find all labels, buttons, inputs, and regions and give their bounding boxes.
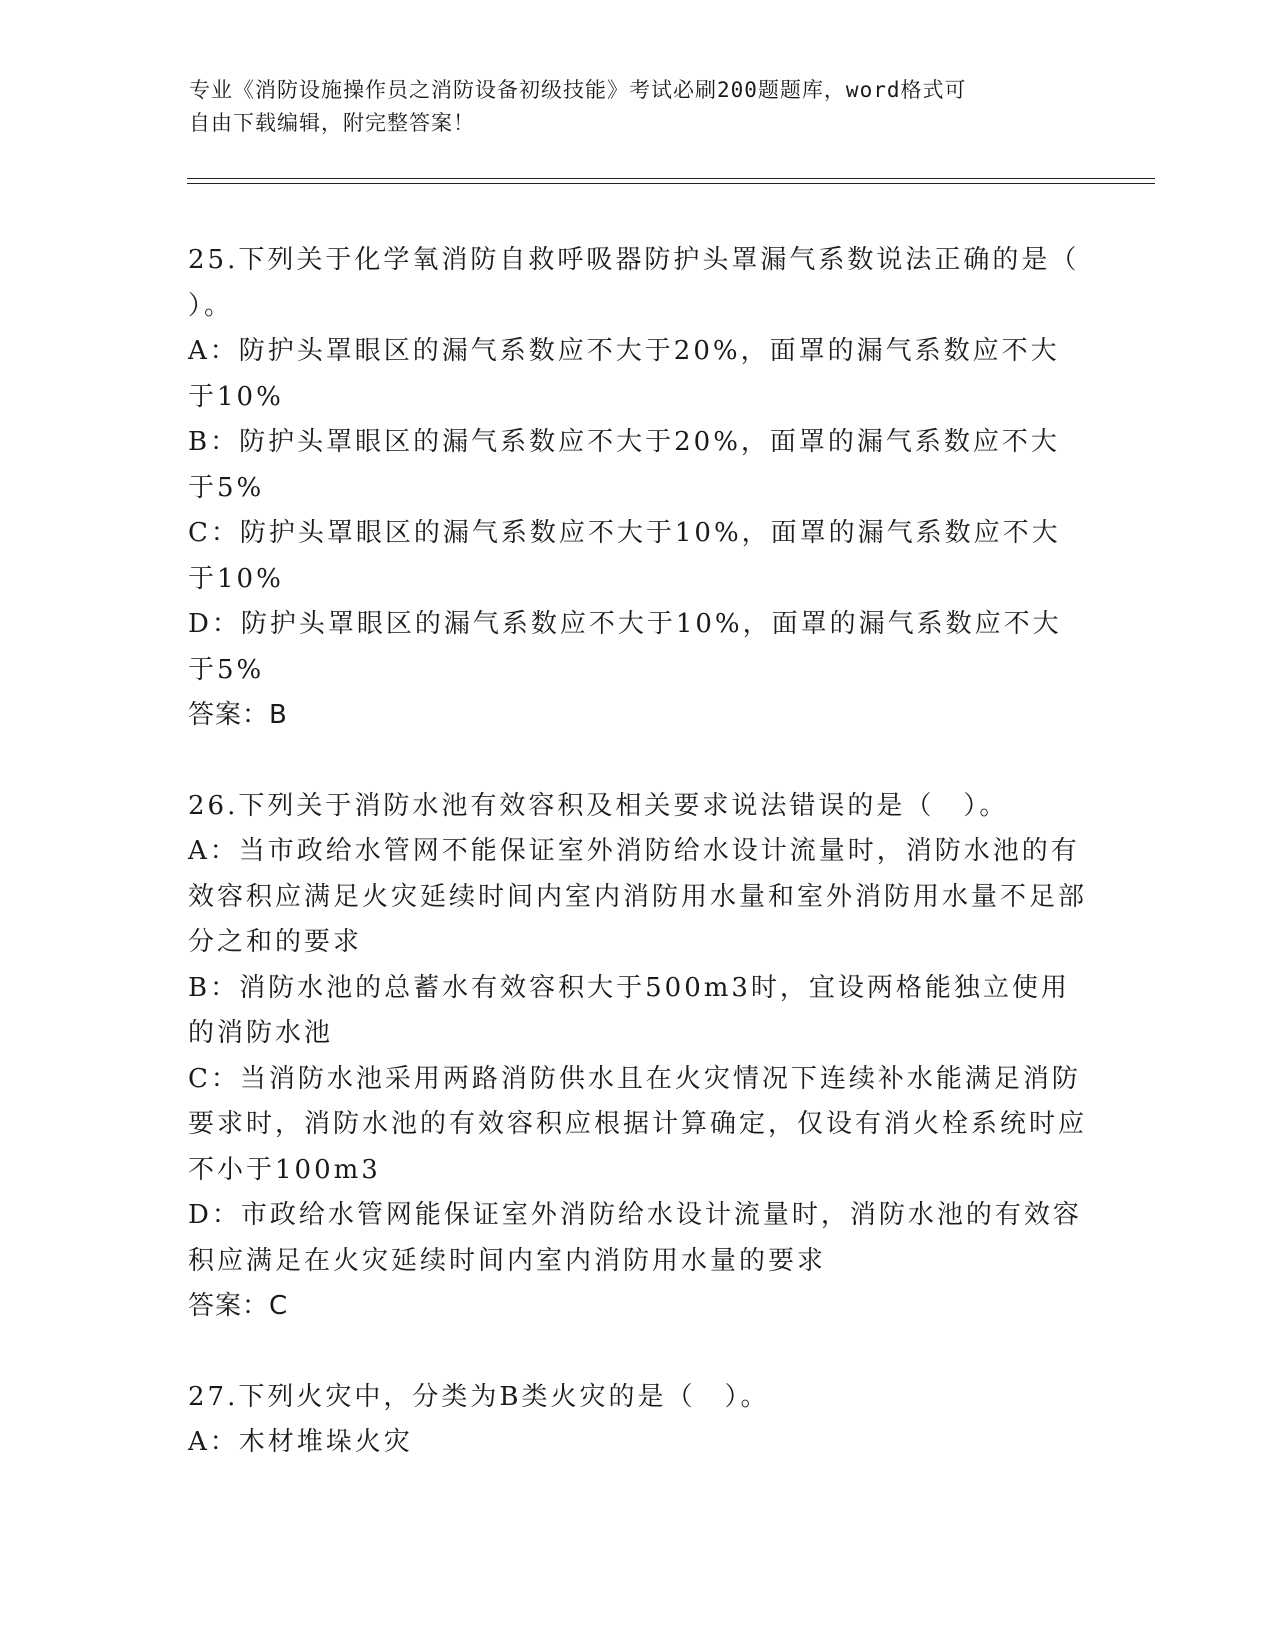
option-c: C：防护头罩眼区的漏气系数应不大于10%，面罩的漏气系数应不大于10%: [188, 518, 1061, 594]
header-line-2: 自由下载编辑，附完整答案！: [189, 111, 475, 135]
header-line-1: 专业《消防设施操作员之消防设备初级技能》考试必刷200题题库，word格式可: [189, 78, 967, 102]
option-a: A：木材堆垛火灾: [188, 1427, 413, 1457]
question-27: [188, 1375, 1088, 1466]
question-26: [188, 784, 1088, 1330]
option-d: D：市政给水管网能保证室外消防给水设计流量时，消防水池的有效容积应满足在火灾延续时间内室内消防用水量的要求: [188, 1200, 1082, 1276]
question-stem: 26.下列关于消防水池有效容积及相关要求说法错误的是（ ）。: [188, 790, 1009, 821]
option-c: C：当消防水池采用两路消防供水且在火灾情况下连续补水能满足消防要求时，消防水池的有效容积应根据计算确定，仅设有消火栓系统时应不小于100m3: [188, 1063, 1088, 1185]
answer-label: 答案：B: [188, 700, 288, 730]
document-header: [189, 74, 1069, 140]
question-25: [188, 238, 1088, 739]
question-stem: 25.下列关于化学氧消防自救呼吸器防护头罩漏气系数说法正确的是（ ）。: [188, 245, 1080, 321]
option-b: B：消防水池的总蓄水有效容积大于500m3时，宜设两格能独立使用的消防水池: [188, 972, 1070, 1048]
option-b: B：防护头罩眼区的漏气系数应不大于20%，面罩的漏气系数应不大于5%: [188, 427, 1060, 503]
option-d: D：防护头罩眼区的漏气系数应不大于10%，面罩的漏气系数应不大于5%: [188, 609, 1062, 685]
option-a: A：当市政给水管网不能保证室外消防给水设计流量时，消防水池的有效容积应满足火灾延续时间内室内消防用水量和室外消防用水量不足部分之和的要求: [188, 836, 1088, 957]
question-list: [188, 238, 1088, 1466]
header-divider-top: [187, 178, 1155, 179]
question-stem: 27.下列火灾中，分类为B类火灾的是（ ）。: [188, 1381, 770, 1412]
option-a: A：防护头罩眼区的漏气系数应不大于20%，面罩的漏气系数应不大于10%: [188, 336, 1060, 412]
header-divider-bottom: [187, 183, 1155, 184]
answer-label: 答案：C: [188, 1291, 289, 1321]
